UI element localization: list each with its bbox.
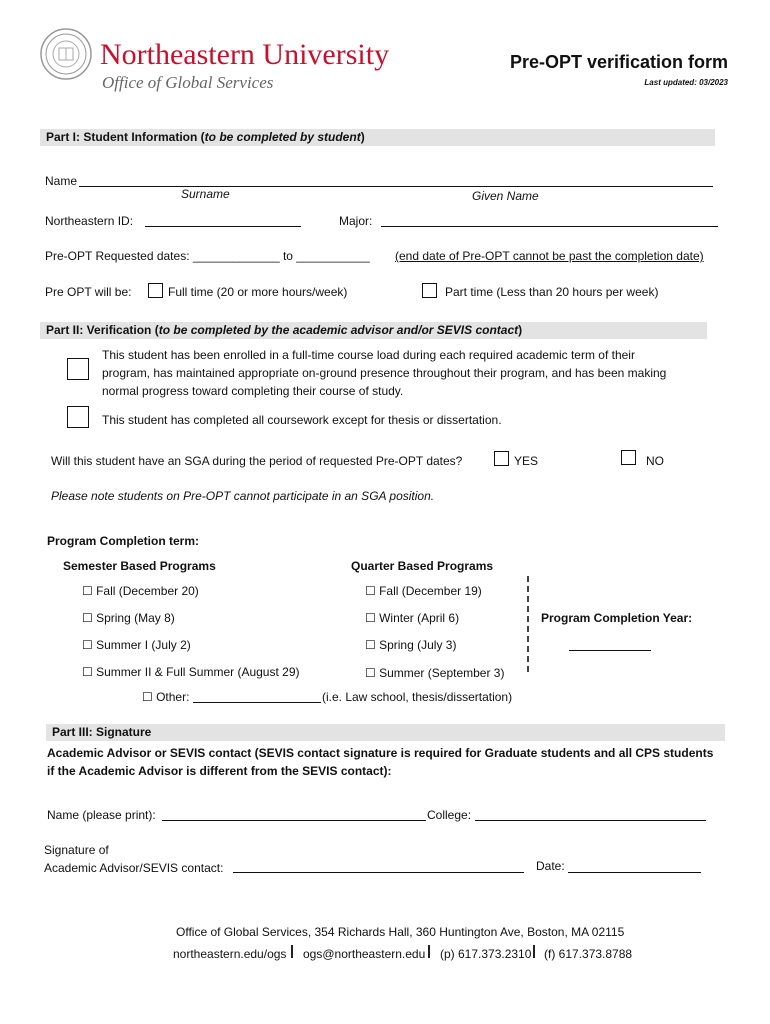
northeastern-id-field[interactable] [145,226,301,227]
major-label: Major: [339,214,373,228]
advisor-instructions-line1: Academic Advisor or SEVIS contact (SEVIS contact signature is required for Graduate students and all CPS students [47,746,714,760]
part2-heading-bar [40,322,707,339]
part2-heading: Part II: Verification (to be completed by the academic advisor and/or SEVIS contact) [46,323,523,337]
statement1-line1: This student has been enrolled in a full-time course load during each required academic term of their [102,348,635,362]
dashed-divider [527,576,529,672]
part-time-checkbox[interactable] [422,283,437,298]
surname-label: Surname [181,187,230,201]
semester-title: Semester Based Programs [63,559,216,573]
part3-heading-bar [46,724,725,741]
date-label: Date: [536,859,565,873]
semester-option-fall[interactable]: ☐ Fall (December 20) [82,584,199,598]
part3-heading: Part III: Signature [52,725,152,739]
enrolled-statement-checkbox[interactable] [67,358,89,380]
full-time-label: Full time (20 or more hours/week) [168,285,348,299]
part1-heading-bar [40,129,715,146]
quarter-title: Quarter Based Programs [351,559,494,573]
office-name: Office of Global Services [102,73,274,92]
major-field[interactable] [381,226,718,227]
signature-label-line2: Academic Advisor/SEVIS contact: [44,861,224,875]
completion-year-field[interactable] [569,650,651,651]
other-option[interactable]: ☐ Other: [142,690,190,704]
footer-website[interactable]: northeastern.edu/ogs [173,947,287,961]
advisor-name-field[interactable] [162,820,426,821]
completion-year-label: Program Completion Year: [541,611,693,625]
footer-separator [428,945,430,958]
quarter-option-spring[interactable]: ☐ Spring (July 3) [365,638,457,652]
college-label: College: [427,808,472,822]
semester-option-spring[interactable]: ☐ Spring (May 8) [82,611,175,625]
statement1-line2: program, has maintained appropriate on-ground presence throughout their program, and has been making [102,366,667,380]
advisor-instructions-line2: if the Academic Advisor is different from the SEVIS contact): [47,764,392,778]
footer-separator [291,945,293,958]
seal-icon [40,28,92,80]
quarter-option-summer[interactable]: ☐ Summer (September 3) [365,666,505,680]
name-label: Name [45,174,78,188]
footer-email[interactable]: ogs@northeastern.edu [303,947,426,961]
sga-yes-label: YES [514,454,539,468]
part-time-label: Part time (Less than 20 hours per week) [445,285,659,299]
sga-yes-checkbox[interactable] [494,451,509,466]
university-seal [40,28,92,80]
given-name-label: Given Name [472,189,539,203]
form-title: Pre-OPT verification form [509,52,728,72]
quarter-option-fall[interactable]: ☐ Fall (December 19) [365,584,482,598]
sga-no-label: NO [646,454,664,468]
part1-heading: Part I: Student Information (to be completed by student) [46,130,365,144]
statement1-line3: normal progress toward completing their course of study. [102,384,404,398]
semester-option-summer-1[interactable]: ☐ Summer I (July 2) [82,638,191,652]
full-time-checkbox[interactable] [148,283,163,298]
name-print-label: Name (please print): [47,808,156,822]
signature-label-line1: Signature of [44,843,109,857]
signature-field[interactable] [233,872,524,873]
other-note: (i.e. Law school, thesis/dissertation) [322,690,513,704]
university-name: Northeastern University [100,38,390,71]
requested-dates-note: (end date of Pre-OPT cannot be past the completion date) [395,249,704,263]
semester-option-summer-2[interactable]: ☐ Summer II & Full Summer (August 29) [82,665,300,679]
northeastern-id-label: Northeastern ID: [45,214,134,228]
footer-phone: (p) 617.373.2310 [440,947,532,961]
completion-title: Program Completion term: [47,534,200,548]
date-field[interactable] [568,872,701,873]
footer-separator [533,945,535,958]
statement2: This student has completed all coursework except for thesis or dissertation. [102,413,502,427]
other-field[interactable] [193,702,321,703]
quarter-option-winter[interactable]: ☐ Winter (April 6) [365,611,460,625]
sga-no-checkbox[interactable] [621,450,636,465]
opt-will-be-label: Pre OPT will be: [45,285,132,299]
sga-note: Please note students on Pre-OPT cannot participate in an SGA position. [51,489,435,503]
requested-dates-label[interactable]: Pre-OPT Requested dates: _____________ to ___________ [45,249,370,263]
footer-address: Office of Global Services, 354 Richards Hall, 360 Huntington Ave, Boston, MA 02115 [176,925,625,939]
sga-question: Will this student have an SGA during the period of requested Pre-OPT dates? [51,454,463,468]
last-updated: Last updated: 03/2023 [644,78,728,87]
footer-fax: (f) 617.373.8788 [544,947,633,961]
college-field[interactable] [475,820,706,821]
coursework-statement-checkbox[interactable] [67,406,89,428]
name-field[interactable] [79,186,713,187]
